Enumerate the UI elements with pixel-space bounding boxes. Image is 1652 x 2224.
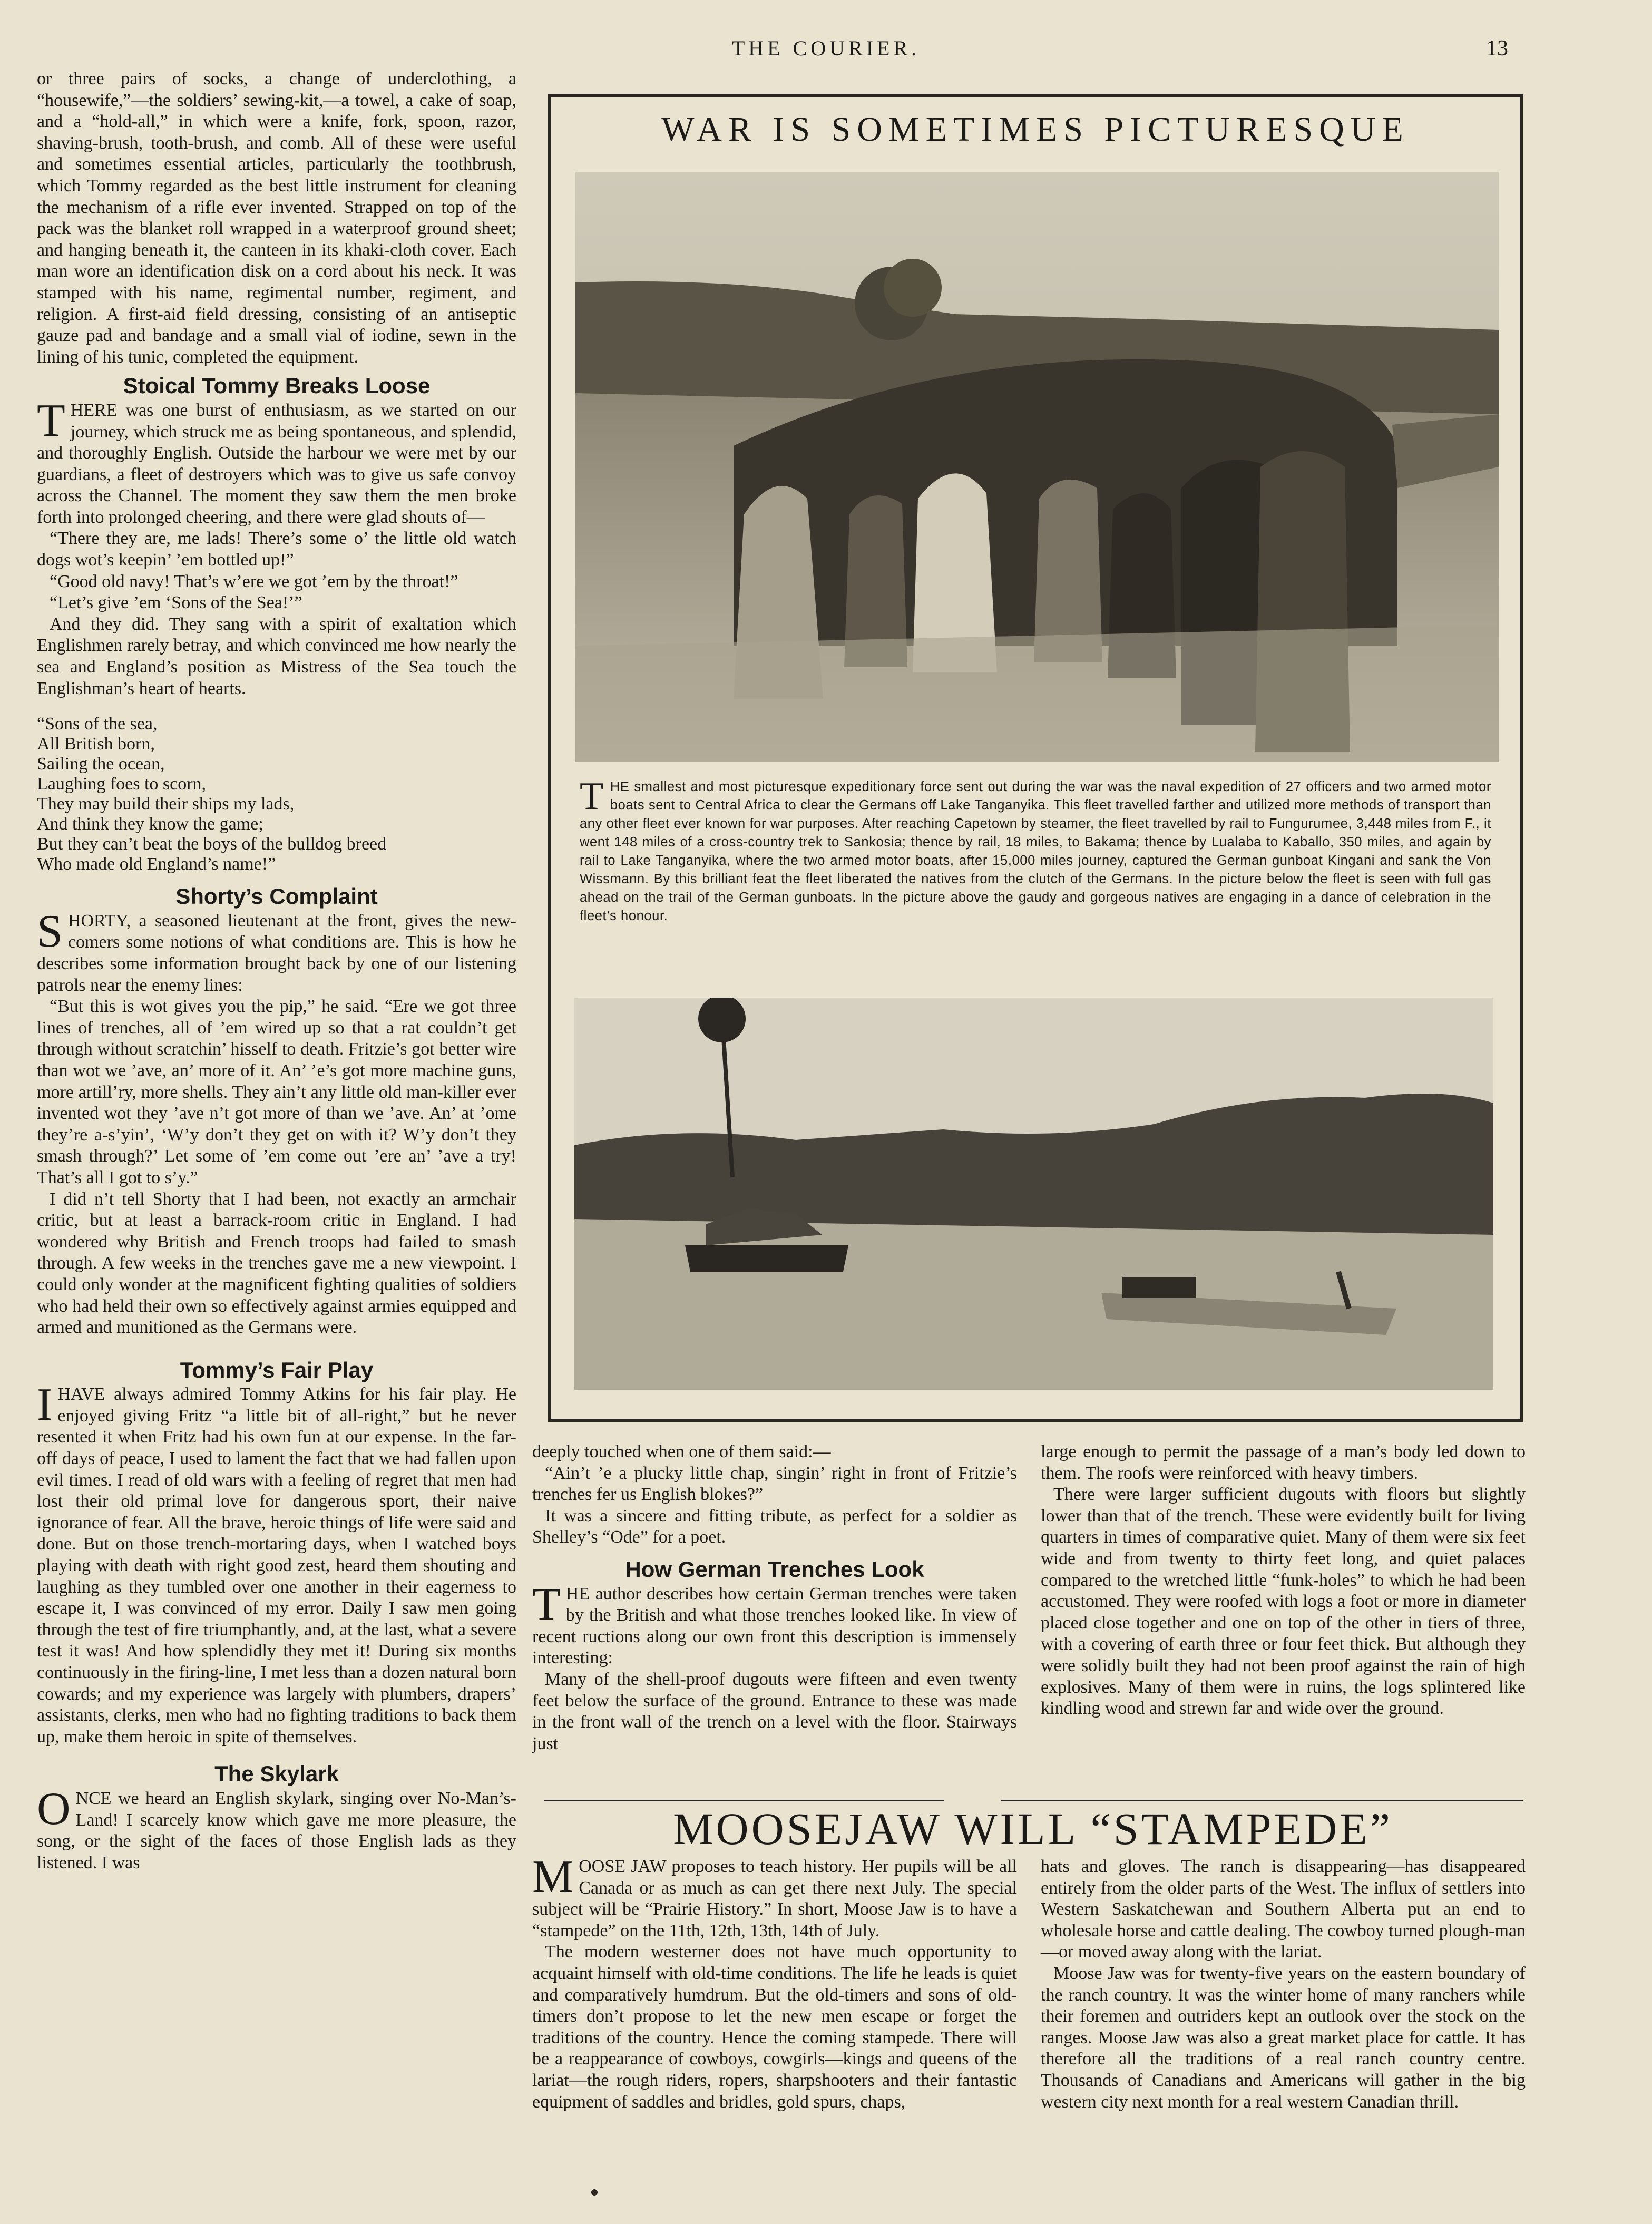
caption-drop-cap: T bbox=[580, 775, 604, 818]
war-feature-title: WAR IS SOMETIMES PICTURESQUE bbox=[661, 110, 1410, 149]
poem-line: But they can’t beat the boys of the bulldog breed bbox=[37, 834, 387, 854]
shorty-heading: Shorty’s Complaint bbox=[175, 884, 378, 909]
moosejaw-paragraph-3: hats and gloves. The ranch is disappearing—has disappeared entirely from the older parts of the West. The influx of settlers into Western Saskatchewan and Southern Alberta put an end to wholesale horse and cattle dealing. The cowboy turned plough-man—or moved away along with the lariat. bbox=[1041, 1857, 1526, 1962]
middle-column bbox=[532, 1441, 1017, 1754]
poem-sons-of-the-sea bbox=[37, 714, 516, 874]
skylark-heading: The Skylark bbox=[214, 1761, 339, 1787]
trenches-paragraph-1: THE author describes how certain German trenches were taken by the British and what those trenches looked like. In view of recent ructions along our own front this description is immensely interesting: bbox=[532, 1578, 1017, 1668]
skylark-quote: “Ain’t ’e a plucky little chap, singin’ right in front of Fritzie’s trenches fer us English blokes?” bbox=[532, 1463, 1017, 1505]
poem-line: “Sons of the sea, bbox=[37, 714, 158, 734]
drop-cap: T bbox=[532, 1578, 561, 1630]
print-speck bbox=[591, 2189, 598, 2196]
stoical-quote-1: “There they are, me lads! There’s some o’ the little old watch dogs wot’s keepin’ ’em bottled up!” bbox=[37, 529, 516, 570]
moosejaw-paragraph-4: Moose Jaw was for twenty-five years on the eastern boundary of the ranch country. It was the winter home of many ranchers while their foremen and outriders kept an outlook over the stock on the ranges. Moose Jaw was also a great market place for cattle. It has therefore all the traditions of a real ranch country centre. Thousands of Canadians and Americans will gather in the big western city next month for a real western Canadian thrill. bbox=[1041, 1963, 1526, 2112]
drop-cap: I bbox=[37, 1379, 53, 1431]
poem-line: They may build their ships my lads, bbox=[37, 794, 295, 814]
moosejaw-title: MOOSEJAW WILL “STAMPEDE” bbox=[673, 1803, 1393, 1854]
headline-rule-right bbox=[1001, 1800, 1523, 1801]
skylark-closing: It was a sincere and fitting tribute, as perfect for a soldier as Shelley’s “Ode” for a poet. bbox=[532, 1506, 1017, 1547]
stoical-quote-3: “Let’s give ’em ‘Sons of the Sea!’” bbox=[50, 593, 302, 613]
skylark-paragraph: ONCE we heard an English skylark, singing over No-Man’s-Land! I scarcely know which gave me more pleasure, the song, or the sight of the faces of those English lads as they listened. I was bbox=[37, 1783, 516, 1872]
trenches-heading: How German Trenches Look bbox=[625, 1556, 924, 1582]
stoical-heading: Stoical Tommy Breaks Loose bbox=[123, 373, 431, 398]
right-column bbox=[1041, 1441, 1526, 1720]
stoical-paragraph-1: THERE was one burst of enthusiasm, as we started on our journey, which struck me as being spontaneous, and splendid, and thoroughly English. Outside the harbour we were met by our guardians, a fleet of destroyers which was to give us safe convoy across the Channel. The moment they saw them the men broke forth into prolonged cheering, and there were glad shouts of— bbox=[37, 395, 516, 527]
fairplay-paragraph: IHAVE always admired Tommy Atkins for his fair play. He enjoyed giving Fritz “a little bit of all-right,” but he never resented it when Fritz had his own fun at our expense. In the far-off days of peace, I used to lament the fact that we had fallen upon evil times. I read of old wars with a feeling of regret that men had lost their old primal love for dangerous sport, their naive ignorance of fear. All the brave, heroic things of life were said and done. But on those trench-mortaring days, when I watched boys playing with death with right good zest, heard them shouting and laughing as they tumbled over one another in their eagerness to escape it, I was convinced of my error. Daily I saw men going through the test of fire triumphantly, and, at the last, what a severe test it was! And how splendidly they met it! During six months continuously in the firing-line, I met less than a dozen natural born cowards; and my experience was largely with plumbers, drapers’ assistants, clerks, men who had no fighting traditions to back them up, make them heroic in spite of themselves. bbox=[37, 1379, 516, 1747]
photo-motor-boats-on-lake bbox=[574, 998, 1493, 1390]
poem-line: And think they know the game; bbox=[37, 814, 263, 834]
stoical-paragraph-2: And they did. They sang with a spirit of exaltation which Englishmen rarely betray, and which convinced me how nearly the sea and England’s position as Mistress of the Sea touch the Englishman’s heart of hearts. bbox=[37, 614, 516, 698]
fairplay-heading: Tommy’s Fair Play bbox=[180, 1357, 374, 1382]
drop-cap: T bbox=[37, 395, 65, 446]
drop-cap: S bbox=[37, 905, 63, 957]
drop-cap: O bbox=[37, 1783, 71, 1835]
trenches-paragraph-2: Many of the shell-proof dugouts were fifteen and even twenty feet below the surface of the ground. Entrance to these was made in the front wall of the trench on a level with the floor. Stairways just bbox=[532, 1669, 1017, 1753]
war-feature-caption: THE smallest and most picturesque expeditionary force sent out during the war was the naval expedition of 27 officers and two armed motor boats sent to Central Africa to clear the Germans off Lake Tanganyika. This fleet travelled farther and utilized more methods of transport than any other fleet ever known for war purposes. After reaching Capetown by steamer, the fleet travelled by rail to Fungurumee, 3,448 miles from F., it went 148 miles of a cross-country trek to Sankosia; thence by rail, 18 miles, to Bakama; thence by Lualaba to Kaballo, 350 miles, and again by rail to Lake Tanganyika, where the two armed motor boats, after 15,000 miles journey, captured the German gunboat Kingani and sank the Von Wissmann. By this brilliant feat the fleet liberated the natives from the clutch of the Germans. In the picture below the fleet is seen with full gas ahead on the trail of the German gunboats. In the picture above the gaudy and gorgeous natives are engaging in a dance of celebration in the fleet’s honour. bbox=[580, 775, 1491, 923]
equipment-paragraph: or three pairs of socks, a change of underclothing, a “housewife,”—the soldiers’ sewing-kit,—a towel, a cake of soap, and a “hold-all,” in which were a knife, fork, spoon, razor, shaving-brush, tooth-brush, and comb. All of these were useful and sometimes essential articles, particularly the toothbrush, which Tommy regarded as the best little instrument for cleaning the mechanism of a rifle ever invented. Strapped on top of the pack was the blanket roll wrapped in a waterproof ground sheet; and hanging beneath it, the canteen in its khaki-cloth cover. Each man wore an identification disk on a cord about his neck. It was stamped with his name, regimental number, regiment, and religion. A first-aid field dressing, consisting of an antiseptic gauze pad and bandage and a small vial of iodine, sewn in the lining of his tunic, completed the equipment. bbox=[37, 69, 516, 367]
shorty-paragraph-2: “But this is wot gives you the pip,” he said. “Ere we got three lines of trenches, all of ’em wired up so that a rat couldn’t get through without scratchin’ hisself to death. Fritzie’s got better wire than wot we ’ave, an’ more of it. An’ ’e’s got more machine guns, more artill’ry, more shells. They ain’t any little old man-killer ever invented wot they ’ave n’t got more of than we ’ave. An’ at ’ome they’re a-s’yin’, ‘W’y don’t they get on with it? W’y don’t they smash through?’ Let some of ’em come out ’ere an’ ’ave a try! That’s all I got to s’y.” bbox=[37, 997, 516, 1187]
poem-line: Who made old England’s name!” bbox=[37, 854, 276, 874]
poem-line: Laughing foes to scorn, bbox=[37, 774, 207, 794]
running-head: THE COURIER. bbox=[731, 36, 921, 60]
photo-natives-dance bbox=[575, 172, 1499, 762]
moosejaw-column-right bbox=[1041, 1856, 1526, 2113]
moosejaw-paragraph-1: MOOSE JAW proposes to teach history. Her pupils will be all Canada or as much as can get there next July. The special subject will be “Prairie History.” In short, Moose Jaw is to have a “stampede” on the 11th, 12th, 13th, 14th of July. bbox=[532, 1851, 1017, 1940]
shorty-paragraph-1: SHORTY, a seasoned lieutenant at the front, gives the new-comers some notions of what conditions are. This is how he describes some information brought back by one of our listening patrols near the enemy lines: bbox=[37, 905, 516, 995]
moosejaw-column-left bbox=[532, 1851, 1017, 2113]
poem-line: Sailing the ocean, bbox=[37, 754, 165, 774]
moosejaw-paragraph-2: The modern westerner does not have much opportunity to acquaint himself with old-time conditions. The life he leads is quiet and comparatively humdrum. But the old-timers and sons of old-timers don’t propose to let the new men escape or forget the traditions of the country. Hence the coming stampede. There will be a reappearance of cowboys, cowgirls—kings and queens of the lariat—the rough riders, ropers, sharpshooters and their fantastic equipment of saddles and bridles, gold spurs, chaps, bbox=[532, 1942, 1017, 2112]
left-column bbox=[37, 69, 516, 1874]
skylark-continuation: deeply touched when one of them said:— bbox=[532, 1442, 831, 1461]
stoical-quote-2: “Good old navy! That’s w’ere we got ’em by the throat!” bbox=[50, 571, 458, 591]
dugouts-paragraph-1: large enough to permit the passage of a man’s body led down to them. The roofs were reinforced with heavy timbers. bbox=[1041, 1442, 1526, 1483]
drop-cap: M bbox=[532, 1851, 574, 1903]
dugouts-paragraph-2: There were larger sufficient dugouts with floors but slightly lower than that of the trench. These were evidently built for living quarters in times of comparative quiet. Many of them were six feet wide and from twenty to thirty feet long, and quiet palaces compared to the wretched little “funk-holes” to which he had been accustomed. They were roofed with logs a foot or more in diameter placed close together and one on top of the other in tiers of three, with a covering of earth three or four feet thick. But although they were solidly built they had not been proof against the rain of high explosives. Many of them were in ruins, the logs splintered like kindling wood and strewn far and wide over the ground. bbox=[1041, 1485, 1526, 1719]
page-number: 13 bbox=[1486, 36, 1508, 61]
headline-rule-left bbox=[544, 1800, 944, 1801]
shorty-paragraph-3: I did n’t tell Shorty that I had been, not exactly an armchair critic, but at least a barrack-room critic in England. I had wondered why British and French troops had failed to smash through. A few weeks in the trenches gave me a new viewpoint. I could only wonder at the magnificent fighting qualities of soldiers who had held their own so effectively against armies equipped and armed and munitioned as the Germans were. bbox=[37, 1189, 516, 1338]
poem-line: All British born, bbox=[37, 734, 155, 754]
